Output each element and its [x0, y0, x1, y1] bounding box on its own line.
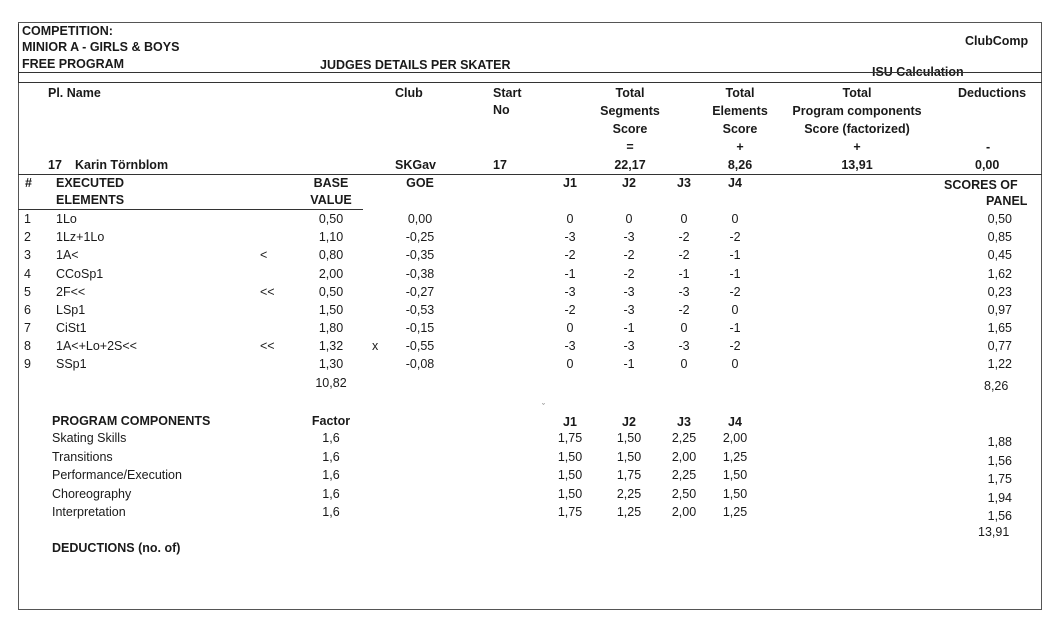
component-factor: 1,6: [322, 431, 340, 445]
element-panel-score: 1,62: [987, 267, 1012, 281]
elements-header-divider: [18, 209, 363, 210]
col-ded-sign: -: [986, 140, 991, 154]
element-goe: -0,27: [405, 285, 435, 299]
col-tes-2: Elements: [712, 104, 768, 118]
element-num: 7: [24, 321, 31, 335]
element-j4: -2: [729, 230, 741, 244]
col-value: VALUE: [310, 193, 352, 207]
element-base-value: 1,32: [318, 339, 344, 353]
element-panel-score: 0,85: [987, 230, 1012, 244]
col-tes-4: +: [736, 140, 744, 154]
element-j4: 0: [731, 212, 739, 226]
col-scores-of: SCORES OF: [944, 178, 1018, 192]
element-j1: -2: [564, 303, 576, 317]
element-j1: 0: [566, 357, 574, 371]
pc-total: 13,91: [978, 525, 1010, 539]
col-panel: PANEL: [986, 194, 1028, 208]
pc-col-j1: J1: [563, 415, 577, 429]
element-j3: -1: [678, 267, 690, 281]
pc-col-j2: J2: [622, 415, 636, 429]
element-goe: -0,15: [405, 321, 435, 335]
element-name: 1A<: [56, 248, 79, 262]
component-factor: 1,6: [322, 468, 340, 482]
skater-tes: 8,26: [727, 158, 753, 172]
element-j1: 0: [566, 321, 574, 335]
component-j1: 1,75: [557, 505, 583, 519]
skater-place: 17: [48, 158, 62, 172]
col-hash: #: [25, 176, 32, 190]
element-j4: 0: [731, 357, 739, 371]
element-goe: -0,38: [405, 267, 435, 281]
element-name: CCoSp1: [56, 267, 104, 281]
element-panel-score: 1,22: [987, 357, 1012, 371]
element-j4: 0: [731, 303, 739, 317]
element-j3: -3: [678, 285, 690, 299]
pc-col-j3: J3: [677, 415, 691, 429]
col-j3: J3: [677, 176, 691, 190]
component-factor: 1,6: [322, 450, 340, 464]
element-base-value: 1,10: [318, 230, 344, 244]
left-rule: [18, 24, 19, 82]
competition-label: COMPETITION:: [22, 24, 113, 38]
element-name: LSp1: [56, 303, 86, 317]
component-panel-score: 1,56: [987, 509, 1012, 523]
scan-speck: ˇ: [542, 402, 545, 412]
component-j4: 1,50: [722, 487, 748, 501]
element-j2: -3: [623, 339, 635, 353]
component-j1: 1,50: [557, 450, 583, 464]
component-j1: 1,50: [557, 468, 583, 482]
element-j3: 0: [680, 212, 688, 226]
component-name: Skating Skills: [52, 431, 127, 445]
element-j2: -2: [623, 267, 635, 281]
element-j1: -3: [564, 285, 576, 299]
element-name: 1A<+Lo+2S<<: [56, 339, 137, 353]
element-num: 3: [24, 248, 31, 262]
element-j1: -3: [564, 230, 576, 244]
component-panel-score: 1,88: [987, 435, 1012, 449]
component-j3: 2,50: [671, 487, 697, 501]
col-pcs-3: Score (factorized): [804, 122, 910, 136]
element-info: <<: [260, 285, 275, 299]
col-goe: GOE: [406, 176, 434, 190]
element-j4: -2: [729, 285, 741, 299]
element-goe: -0,35: [405, 248, 435, 262]
element-name: SSp1: [56, 357, 87, 371]
col-start-2: No: [493, 103, 510, 117]
elements-score-total: 8,26: [984, 379, 1009, 393]
element-j2: -3: [623, 285, 635, 299]
element-goe: -0,08: [405, 357, 435, 371]
element-j3: -2: [678, 303, 690, 317]
col-start-1: Start: [493, 86, 522, 100]
element-panel-score: 0,77: [987, 339, 1012, 353]
element-num: 4: [24, 267, 31, 281]
skater-pcs: 13,91: [841, 158, 873, 172]
component-factor: 1,6: [322, 487, 340, 501]
col-club: Club: [395, 86, 423, 100]
component-panel-score: 1,75: [987, 472, 1012, 486]
skater-start-no: 17: [493, 158, 507, 172]
component-name: Transitions: [52, 450, 113, 464]
skater-divider: [18, 174, 1042, 175]
element-j3: -2: [678, 230, 690, 244]
element-j2: -1: [623, 357, 635, 371]
element-base-value: 1,80: [318, 321, 344, 335]
element-j3: 0: [680, 321, 688, 335]
header-divider-2: [18, 82, 1042, 83]
element-name: 2F<<: [56, 285, 86, 299]
col-pcs-2: Program components: [792, 104, 922, 118]
element-name: 1Lo: [56, 212, 77, 226]
element-base-value: 0,50: [318, 212, 344, 226]
element-bonus-mark: x: [372, 339, 379, 353]
component-panel-score: 1,94: [987, 491, 1012, 505]
element-j2: -1: [623, 321, 635, 335]
component-j4: 1,25: [722, 505, 748, 519]
pc-col-factor: Factor: [311, 414, 351, 428]
component-j4: 1,25: [722, 450, 748, 464]
element-panel-score: 0,50: [987, 212, 1012, 226]
deductions-label: DEDUCTIONS (no. of): [52, 541, 181, 555]
element-j4: -2: [729, 339, 741, 353]
component-j2: 1,75: [616, 468, 642, 482]
element-j1: -2: [564, 248, 576, 262]
component-j3: 2,00: [671, 450, 697, 464]
col-tss-4: =: [626, 140, 634, 154]
component-j4: 1,50: [722, 468, 748, 482]
component-j2: 1,25: [616, 505, 642, 519]
element-info: <<: [260, 339, 275, 353]
category-name: MINIOR A - GIRLS & BOYS: [22, 40, 180, 54]
element-j2: -3: [623, 303, 635, 317]
skater-tss: 22,17: [614, 158, 646, 172]
col-tes-3: Score: [722, 122, 758, 136]
element-goe: -0,53: [405, 303, 435, 317]
col-tss-1: Total: [615, 86, 645, 100]
element-j3: -2: [678, 248, 690, 262]
col-j4: J4: [728, 176, 742, 190]
element-base-value: 1,30: [318, 357, 344, 371]
element-num: 5: [24, 285, 31, 299]
element-info: <: [260, 248, 268, 262]
element-j3: -3: [678, 339, 690, 353]
skater-name: Karin Törnblom: [75, 158, 169, 172]
segment-name: FREE PROGRAM: [22, 57, 125, 71]
col-elements: ELEMENTS: [56, 193, 125, 207]
brand-label: ClubComp: [965, 34, 1029, 48]
component-factor: 1,6: [322, 505, 340, 519]
component-j2: 1,50: [616, 431, 642, 445]
component-j4: 2,00: [722, 431, 748, 445]
element-panel-score: 0,23: [987, 285, 1012, 299]
element-goe: 0,00: [407, 212, 433, 226]
component-j3: 2,25: [671, 468, 697, 482]
component-j2: 1,50: [616, 450, 642, 464]
base-value-total: 10,82: [315, 376, 347, 390]
element-j2: -2: [623, 248, 635, 262]
pc-title: PROGRAM COMPONENTS: [52, 414, 211, 428]
col-executed: EXECUTED: [56, 176, 125, 190]
skater-club: SKGav: [395, 158, 436, 172]
col-tes-1: Total: [725, 86, 755, 100]
element-base-value: 2,00: [318, 267, 344, 281]
component-name: Interpretation: [52, 505, 126, 519]
element-num: 1: [24, 212, 31, 226]
pc-col-j4: J4: [728, 415, 742, 429]
element-j4: -1: [729, 267, 741, 281]
element-num: 8: [24, 339, 31, 353]
component-j3: 2,00: [671, 505, 697, 519]
calc-label: ISU Calculation: [872, 65, 964, 79]
col-pcs-1: Total: [842, 86, 872, 100]
element-goe: -0,25: [405, 230, 435, 244]
component-j1: 1,75: [557, 431, 583, 445]
component-panel-score: 1,56: [987, 454, 1012, 468]
col-base: BASE: [313, 176, 349, 190]
element-num: 2: [24, 230, 31, 244]
element-j4: -1: [729, 248, 741, 262]
element-j2: -3: [623, 230, 635, 244]
element-base-value: 0,50: [318, 285, 344, 299]
element-name: CiSt1: [56, 321, 87, 335]
element-j2: 0: [625, 212, 633, 226]
col-j2: J2: [622, 176, 636, 190]
col-pl-name: Pl. Name: [48, 86, 101, 100]
element-j1: 0: [566, 212, 574, 226]
col-tss-3: Score: [612, 122, 648, 136]
element-base-value: 1,50: [318, 303, 344, 317]
element-j4: -1: [729, 321, 741, 335]
component-j2: 2,25: [616, 487, 642, 501]
col-j1: J1: [563, 176, 577, 190]
component-j3: 2,25: [671, 431, 697, 445]
element-panel-score: 1,65: [987, 321, 1012, 335]
component-name: Performance/Execution: [52, 468, 182, 482]
header-divider: [18, 72, 1042, 73]
element-panel-score: 0,97: [987, 303, 1012, 317]
skater-deductions: 0,00: [975, 158, 1000, 172]
element-j1: -1: [564, 267, 576, 281]
element-goe: -0,55: [405, 339, 435, 353]
col-deductions: Deductions: [958, 86, 1027, 100]
col-pcs-4: +: [853, 140, 861, 154]
element-j3: 0: [680, 357, 688, 371]
col-tss-2: Segments: [600, 104, 660, 118]
element-num: 9: [24, 357, 31, 371]
element-j1: -3: [564, 339, 576, 353]
element-panel-score: 0,45: [987, 248, 1012, 262]
component-name: Choreography: [52, 487, 132, 501]
element-name: 1Lz+1Lo: [56, 230, 105, 244]
element-num: 6: [24, 303, 31, 317]
page-title: JUDGES DETAILS PER SKATER: [320, 58, 511, 72]
component-j1: 1,50: [557, 487, 583, 501]
element-base-value: 0,80: [318, 248, 344, 262]
